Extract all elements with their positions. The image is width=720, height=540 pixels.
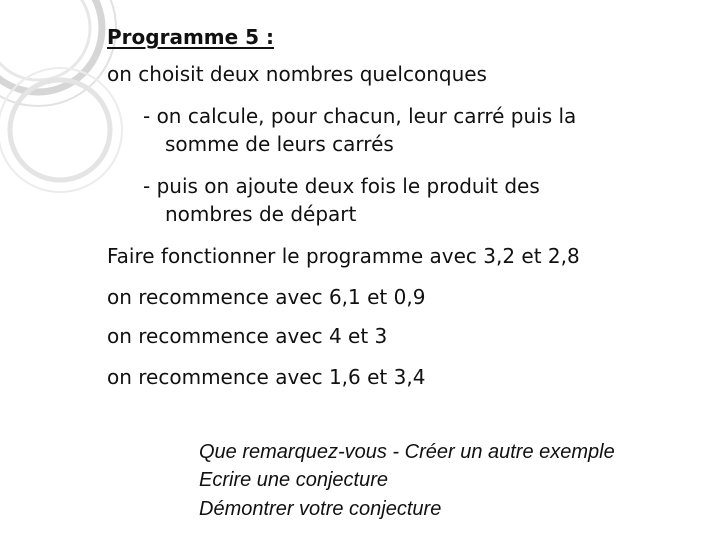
intro-text: on choisit deux nombres quelconques [107, 62, 487, 86]
question-line-1: Que remarquez-vous - Créer un autre exemple [199, 441, 615, 463]
slide-title: Programme 5 : [107, 25, 275, 49]
run-line-1: Faire fonctionner le programme avec 3,2 et 2,8 [107, 244, 580, 268]
step-1-line-1: - on calcule, pour chacun, leur carré puis la [143, 104, 577, 128]
question-line-2: Ecrire une conjecture [199, 469, 388, 491]
step-1-line-2: somme de leurs carrés [165, 132, 394, 156]
question-line-3: Démontrer votre conjecture [199, 498, 442, 520]
step-2-line-2: nombres de départ [165, 202, 357, 226]
run-line-3: on recommence avec 4 et 3 [107, 324, 388, 348]
run-line-2: on recommence avec 6,1 et 0,9 [107, 285, 426, 309]
run-line-4: on recommence avec 1,6 et 3,4 [107, 365, 426, 389]
step-2-line-1: - puis on ajoute deux fois le produit des [143, 174, 540, 198]
